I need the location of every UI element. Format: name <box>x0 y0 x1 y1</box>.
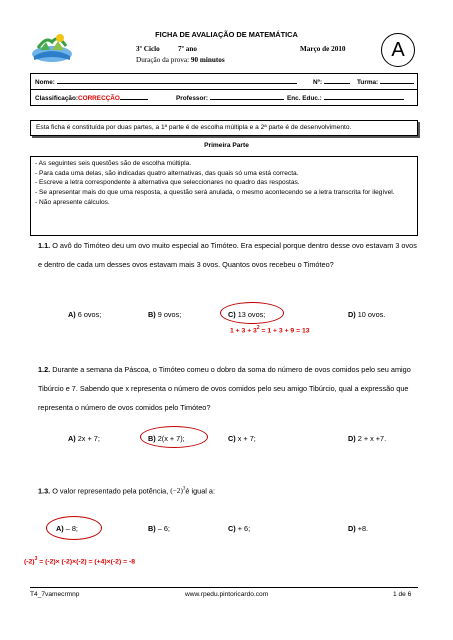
duration-label <box>136 56 225 64</box>
part-title: Primeira Parte <box>204 142 249 149</box>
version-badge: A <box>381 33 415 67</box>
instructions-box <box>30 156 418 236</box>
date-label: Março de 2010 <box>300 45 346 53</box>
q1-option-a[interactable]: A) 6 ovos; <box>68 310 102 319</box>
name-label: Nome: <box>35 79 55 86</box>
question-number: 1.3. <box>38 486 51 496</box>
number-label: Nº: <box>313 79 323 86</box>
class-field[interactable] <box>357 78 414 86</box>
instruction-line: - Escreve a letra correspondente à alternativa que seleccionares no quadro das respostas. <box>35 179 300 187</box>
q3-option-a[interactable]: A) – 8; <box>56 524 78 533</box>
instruction-line: - As seguintes seis questões são de escolha múltipla. <box>35 160 192 167</box>
footer-divider <box>30 587 418 588</box>
intro-note: Esta ficha é constituída por duas partes, a 1ª parte é de escolha múltipla e a 2ª parte é de desenvolvimento. <box>30 120 418 136</box>
id-row-1 <box>31 74 417 90</box>
instruction-line: - Não apresente cálculos. <box>35 198 110 206</box>
guardian-label: Enc. Educ.: <box>287 95 322 102</box>
question-number: 1.2. <box>38 365 51 374</box>
question-text: Durante a semana da Páscoa, o Timóteo comeu o dobro da soma do número de ovos comidos pelo seu amigo Tibúrcio e 7. Sabendo que x representa o número de ovos comidos pelo seu amigo Tibúrcio, qual a expressão que representa o número de ovos comidos pelo Timóteo? <box>38 365 411 412</box>
class-line <box>380 78 414 84</box>
duration-value: 90 minutos <box>190 56 225 64</box>
q3-option-c[interactable]: C) + 6; <box>228 524 251 533</box>
question-text: O avô do Timóteo deu um ovo muito especial ao Timóteo. Era especial porque dentro desse ovo estavam 3 ovos e dentro de cada um desses ovos estavam mais 3 ovos. Quantos ovos recebeu o Timóteo? <box>38 241 417 269</box>
year-label: 7º ano <box>178 45 197 53</box>
question-1-3 <box>38 480 418 500</box>
q1-option-c[interactable]: C) 13 ovos; <box>228 310 266 319</box>
q1-option-b[interactable]: B) 9 ovos; <box>148 310 182 319</box>
number-line <box>324 78 350 84</box>
question-number: 1.1. <box>38 241 51 250</box>
grade-value: CORRECÇÃO <box>77 95 120 102</box>
instruction-line: - Para cada uma delas, são indicadas quatro alternativas, das quais só uma está correcta. <box>35 169 299 177</box>
footer-url[interactable]: www.rpedu.pintoricardo.com <box>185 591 269 598</box>
duration-caption: Duração da prova: <box>136 56 190 64</box>
footer-code: T4_7vamecrmnp <box>30 591 80 598</box>
student-id-table <box>30 73 418 106</box>
question-power: $(-2)^3$ <box>170 486 186 496</box>
q3-option-b[interactable]: B) – 6; <box>148 524 170 533</box>
guardian-line <box>324 94 404 100</box>
name-field[interactable] <box>35 78 297 86</box>
q2-option-b[interactable]: B) 2(x + 7); <box>148 434 185 443</box>
id-row-2 <box>31 90 417 106</box>
name-line <box>57 78 297 84</box>
instruction-line: - Se apresentar mais do que uma resposta, a questão será anulada, o mesmo acontecendo se a letra transcrita for ilegível. <box>35 189 395 197</box>
guardian-field[interactable] <box>287 94 404 102</box>
teacher-field[interactable] <box>176 94 284 102</box>
grade-field[interactable] <box>35 94 148 102</box>
grade-label: Classificação: <box>35 95 78 102</box>
question-1-2 <box>38 360 418 417</box>
class-label: Turma: <box>357 79 379 86</box>
q2-option-d[interactable]: D) 2 + x +7. <box>348 434 387 443</box>
grade-line <box>120 94 148 100</box>
footer-page: 1 de 6 <box>393 591 412 598</box>
q3-option-d[interactable]: D) +8. <box>348 524 369 533</box>
q1-option-d[interactable]: D) 10 ovos. <box>348 310 386 319</box>
teacher-label: Professor: <box>176 95 208 102</box>
q3-correction: $(-2)^3 = (-2)\times (-2)\times(-2) = (+4)\times(-2) = -8$ <box>24 556 135 566</box>
teacher-line <box>210 94 284 100</box>
question-text: é igual a: <box>185 486 215 496</box>
sheet-title: FICHA DE AVALIAÇÃO DE MATEMÁTICA <box>155 30 298 39</box>
question-1-1 <box>38 236 418 274</box>
q2-option-c[interactable]: C) x + 7; <box>228 434 256 443</box>
number-field[interactable] <box>313 78 350 86</box>
q1-correction: $1 + 3 + 3^2 = 1 + 3 + 9 = 13$ <box>230 325 310 335</box>
question-text: O valor representado pela potência, <box>52 486 171 496</box>
cycle-label: 3º Ciclo <box>136 45 160 53</box>
q2-option-a[interactable]: A) 2x + 7; <box>68 434 100 443</box>
